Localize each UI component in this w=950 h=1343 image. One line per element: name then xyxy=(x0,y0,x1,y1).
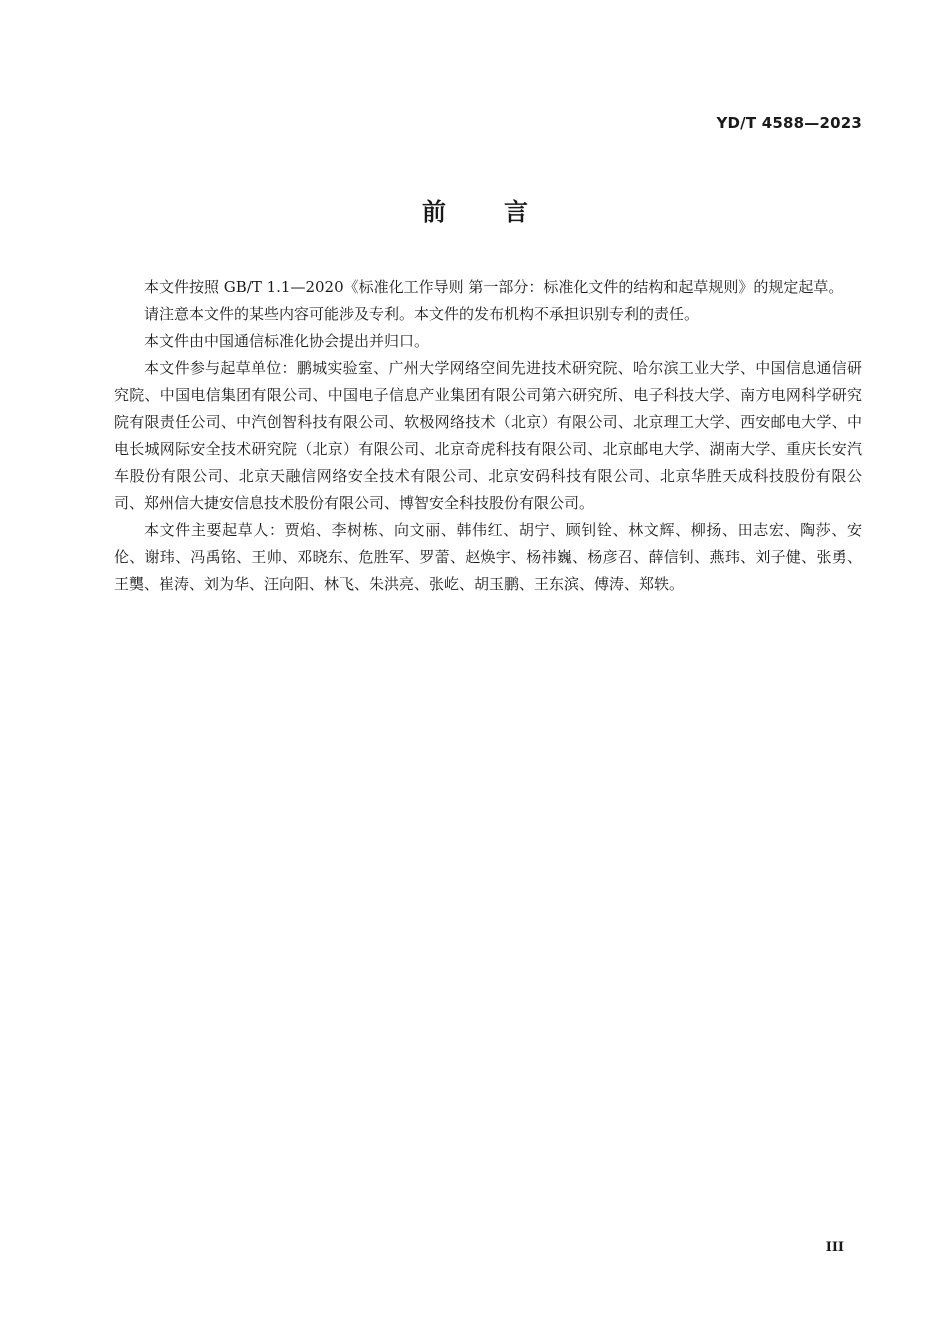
page-title: 前言 xyxy=(422,198,586,226)
document-body xyxy=(114,274,862,598)
paragraph-drafting-rules: 本文件按照 GB/T 1.1—2020《标准化工作导则 第一部分：标准化文件的结构和起草规则》的规定起草。 xyxy=(144,278,844,296)
paragraph-proposer: 本文件由中国通信标准化协会提出并归口。 xyxy=(144,332,430,350)
paragraph-drafting-units: 本文件参与起草单位：鹏城实验室、广州大学网络空间先进技术研究院、哈尔滨工业大学、中国信息通信研究院、中国电信集团有限公司、中国电子信息产业集团有限公司第六研究所、电子科技大学、南方电网科学研究院有限责任公司、中汽创智科技有限公司、软极网络技术（北京）有限公司、北京理工大学、西安邮电大学、中电长城网际安全技术研究院（北京）有限公司、北京奇虎科技有限公司、北京邮电大学、湖南大学、重庆长安汽车股份有限公司、北京天融信网络安全技术有限公司、北京安码科技有限公司、北京华胜天成科技股份有限公司、郑州信大捷安信息技术股份有限公司、博智安全科技股份有限公司。 xyxy=(114,359,862,512)
page-number: III xyxy=(825,1240,844,1255)
standard-number: YD/T 4588—2023 xyxy=(716,114,862,132)
paragraph-drafters: 本文件主要起草人：贾焰、李树栋、向文丽、韩伟红、胡宁、顾钊铨、林文辉、柳扬、田志宏、陶莎、安伦、谢玮、冯禹铭、王帅、邓晓东、危胜军、罗蕾、赵焕宇、杨祎巍、杨彦召、薛信钊、燕玮、刘子健、张勇、王龑、崔涛、刘为华、汪向阳、林飞、朱洪亮、张屹、胡玉鹏、王东滨、傅涛、郑轶。 xyxy=(114,521,862,593)
paragraph-patent-notice: 请注意本文件的某些内容可能涉及专利。本文件的发布机构不承担识别专利的责任。 xyxy=(144,305,700,323)
